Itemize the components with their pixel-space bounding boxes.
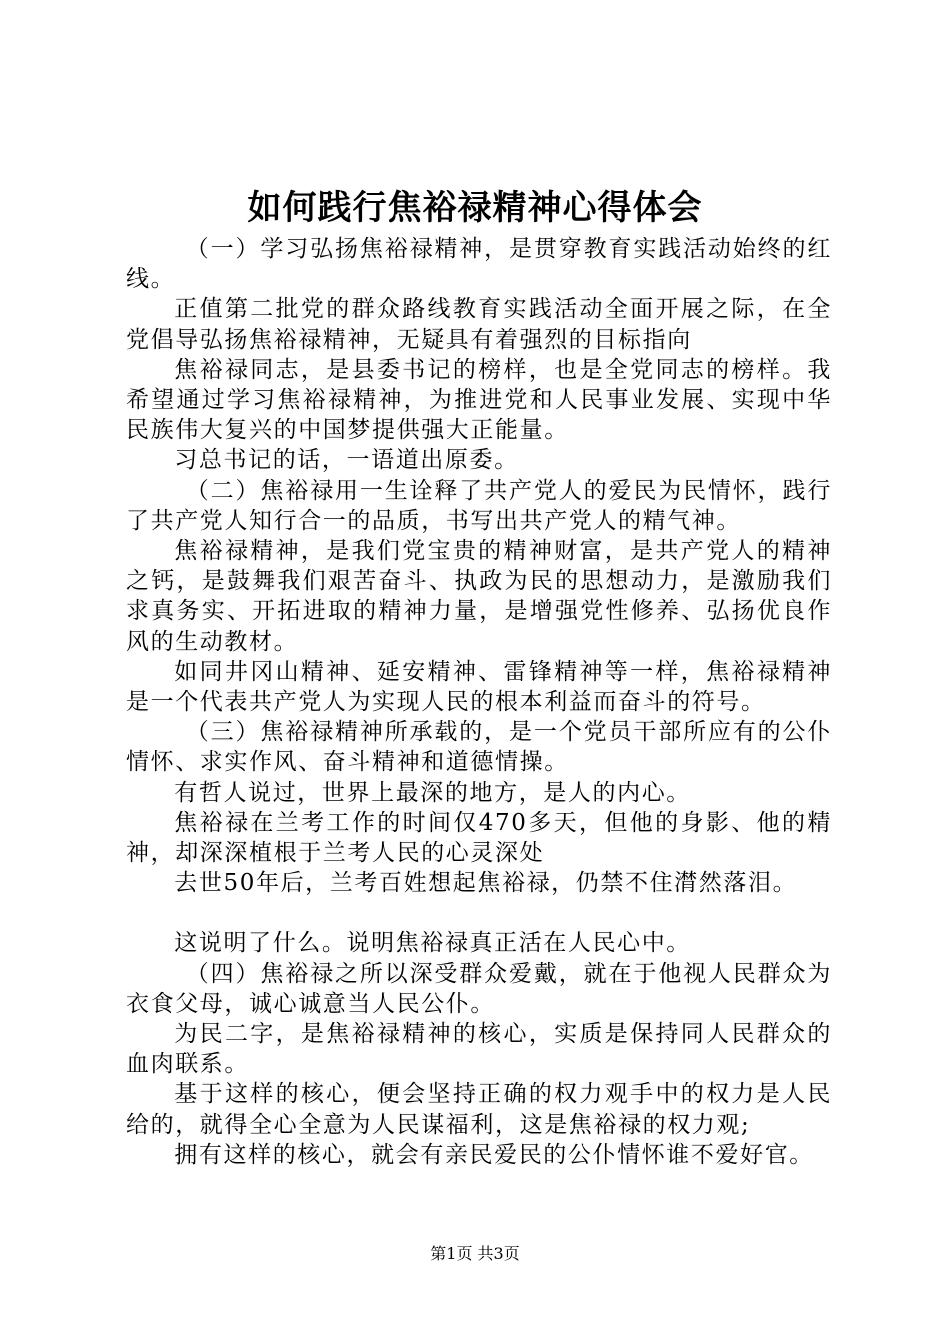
- paragraph: 这说明了什么。说明焦裕禄真正活在人民心中。: [174, 930, 691, 957]
- paragraph: 为民二字，是焦裕禄精神的核心，实质是保持同人民群众的血肉联系。: [126, 1021, 832, 1078]
- paragraph: 焦裕禄在兰考工作的时间仅470多天，但他的身影、他的精神，却深深植根于兰考人民的心灵深处: [126, 809, 832, 867]
- page-number-footer: 第1页 共3页: [430, 1244, 520, 1263]
- paragraph: 正值第二批党的群众路线教育实践活动全面开展之际，在全党倡导弘扬焦裕禄精神，无疑具有着强烈的目标指向: [126, 296, 832, 353]
- paragraph: 习总书记的话，一语道出原委。: [174, 447, 519, 474]
- document-body: [126, 234, 832, 1170]
- paragraph: （三）焦裕禄精神所承载的，是一个党员干部所应有的公仆情怀、求实作风、奋斗精神和道德情操。: [126, 719, 832, 776]
- paragraph: （四）焦裕禄之所以深受群众爱戴，就在于他视人民群众为衣食父母，诚心诚意当人民公仆。: [126, 960, 832, 1017]
- paragraph: 焦裕禄精神，是我们党宝贵的精神财富，是共产党人的精神之钙，是鼓舞我们艰苦奋斗、执政为民的思想动力，是激励我们求真务实、开拓进取的精神力量，是增强党性修养、弘扬优良作风的生动教材。: [126, 538, 832, 655]
- paragraph: （一）学习弘扬焦裕禄精神，是贯穿教育实践活动始终的红线。: [126, 236, 832, 293]
- paragraph: 有哲人说过，世界上最深的地方，是人的内心。: [174, 779, 691, 806]
- paragraph: 基于这样的核心，便会坚持正确的权力观手中的权力是人民给的，就得全心全意为人民谋福利，这是焦裕禄的权力观;: [126, 1081, 832, 1138]
- paragraph: （二）焦裕禄用一生诠释了共产党人的爱民为民情怀，践行了共产党人知行合一的品质，书写出共产党人的精气神。: [126, 477, 832, 534]
- paragraph: 焦裕禄同志，是县委书记的榜样，也是全党同志的榜样。我希望通过学习焦裕禄精神，为推进党和人民事业发展、实现中华民族伟大复兴的中国梦提供强大正能量。: [126, 356, 832, 444]
- paragraph: 如同井冈山精神、延安精神、雷锋精神等一样，焦裕禄精神是一个代表共产党人为实现人民的根本利益而奋斗的符号。: [126, 658, 832, 716]
- paragraph: 去世50年后，兰考百姓想起焦裕禄，仍禁不住潸然落泪。: [174, 870, 798, 897]
- document-title: 如何践行焦裕禄精神心得体会: [247, 188, 703, 228]
- blank-line: [126, 898, 832, 928]
- paragraph: 拥有这样的核心，就会有亲民爱民的公仆情怀谁不爱好官。: [174, 1141, 814, 1168]
